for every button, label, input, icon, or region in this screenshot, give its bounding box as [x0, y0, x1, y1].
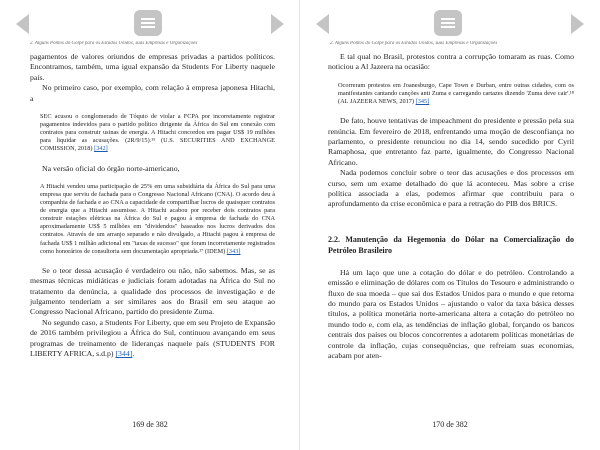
page-body [30, 52, 275, 359]
running-header: 2. Alguns Pontos do Golpe para os Estados Unidos, suas Empresas e Organizações [330, 41, 498, 46]
right-navbar [300, 6, 600, 38]
block-quote [40, 183, 275, 256]
paragraph-text: No segundo caso, a Students For Liberty, que em seu Projeto de Expansão de 2016 também privilegiou a África do Sul, continuou avançando em seus programas de treinamento de lideranças naquele país (STUDENTS FOR LIBERTY AFRICA, s.d.p) [30, 317, 275, 358]
page-body [328, 52, 574, 361]
paragraph: Se o teor dessa acusação é verdadeiro ou não, não sabemos. Mas, se as mesmas técnicas midiáticas e judiciais foram adotadas na África do Sul no tratamento da denúncia, a qualidade dos processos de investigação e de julgamento tenderiam a ser similares aos do Brasil em seu ataque ao Congresso Nacional Africano, partido do presidente Zuma. [30, 265, 275, 317]
next-page-arrow-icon[interactable] [571, 14, 584, 34]
footnote-link[interactable]: [345] [415, 98, 430, 105]
previous-page-arrow-icon[interactable] [316, 14, 329, 34]
paragraph: Nada podemos concluir sobre o teor das acusações e dos processos em curso, sem um exame detalhado do que lá aconteceu. Mas sobre a crise política associada a elas, podemos afirmar que contribuiu para o aprofundamento da crise econômica e para a retração do PIB dos BRICS. [328, 168, 574, 209]
paragraph: No segundo caso, a Students For Liberty, que em seu Projeto de Expansão de 2016 também privilegiou a África do Sul, continuou avançando em seus programas de treinamento de lideranças naquele país (STUDENTS FOR LIBERTY AFRICA, s.d.p) [344]. [30, 317, 275, 358]
paragraph: pagamentos de valores oriundos de empresas privadas a partidos políticos. Encontramos, também, uma igual expansão da Students For Liberty naquele país. [30, 52, 275, 82]
left-navbar [0, 6, 300, 38]
paragraph: Há um laço que une a cotação do dólar e do petróleo. Controlando a emissão e eliminação de dólares com os Títulos do Tesouro e administrando o fluxo de sua moeda – que sai dos Estados Unidos para o mundo e que retorna do mundo para os Estados Unidos – ajustando o valor da taxa básica desses títulos, a política monetária norte-americana altera a cotação do petróleo no mundo todo e, com ela, as tendências de inflação global, forçando os bancos centrais dos países ou blocos concorrentes a adotarem políticas monetárias de controle da inflação, cujas consequências, que refreiam suas economias, acabam por aten- [328, 267, 574, 360]
paragraph: E tal qual no Brasil, protestos contra a corrupção tomaram as ruas. Como noticiou a Al Jazeera na ocasião: [328, 52, 574, 72]
footnote-link[interactable]: [343] [226, 247, 241, 255]
footnote-link[interactable]: [344] [115, 349, 133, 358]
page-number: 169 de 382 [132, 420, 168, 429]
quote-text: A Hitachi vendeu uma participação de 25% em uma subsidiária da África do Sul para uma empresa que serviu de fachada para o Congresso Nacional Africano (CNA). O acordo deu à companhia de fachada e ao CNA a capacidade de compartilhar lucros de quaisquer contratos de energia que a Hitachi assumisse. A Hitachi acabou por receber dois contratos para construir estações elétricas na África do Sul e pagou à empresa de fachada do CNA aproximadamente US$ 5 milhões em "dividendos" baseados nos lucros derivados dos contratos. Através de um arranjo separado e não divulgado, a Hitachi pagou à empresa de fachada US$ 1 milhão adicional em "taxas de sucesso" que foram incorretamente registrados como honorários de consultoria sem documentação apropriada.¹⁷ (IDEM) [40, 182, 275, 255]
menu-list-icon[interactable] [434, 10, 462, 36]
section-heading: 2.2. Manutenção da Hegemonia do Dólar na Comercialização do Petróleo Brasileiro [328, 234, 574, 255]
right-page [300, 0, 600, 450]
footnote-link[interactable]: [342] [94, 145, 108, 153]
next-page-arrow-icon[interactable] [271, 14, 284, 34]
quote-text: Ocorreram protestos em Joanesburgo, Cape Town e Durban, entre outras cidades, com os manifestantes cantando canções anti Zuma e carregando cartazes dizendo 'Zuma deve cair'.¹⁸ (AL JAZEERA NEWS, 2017) [338, 81, 574, 105]
block-quote [40, 113, 275, 153]
running-header: 2. Alguns Pontos do Golpe para os Estados Unidos, suas Empresas e Organizações [30, 41, 198, 46]
page-number: 170 de 382 [432, 420, 468, 429]
block-quote [338, 82, 574, 106]
menu-list-icon[interactable] [134, 10, 162, 36]
paragraph: No primeiro caso, por exemplo, com relação à empresa japonesa Hitachi, a [30, 83, 275, 103]
paragraph: De fato, houve tentativas de impeachment do presidente e pressão pela sua renúncia. Em fevereiro de 2018, enfrentando uma moção de desconfiança no parlamento, o presidente renunciou no dia 14, sendo sucedido por Cyril Ramaphosa, que entretanto faz parte, igualmente, do Congresso Nacional Africano. [328, 116, 574, 167]
quote-text: SEC acusou o conglomerado de Tóquio de violar a FCPA por incorretamente registrar pagamentos indevidos para o partido político dirigente da África do Sul em conexão com contratos para construir usinas de energia. A Hitachi concordou em pagar US$ 19 milhões para liquidar as acusações. (2R/9/15).¹⁵ (U.S. SECURITIES AND EXCHANGE COMISSION, 2018) [40, 113, 275, 153]
previous-page-arrow-icon[interactable] [16, 14, 29, 34]
paragraph: Na versão oficial do órgão norte-americano, [42, 163, 180, 173]
